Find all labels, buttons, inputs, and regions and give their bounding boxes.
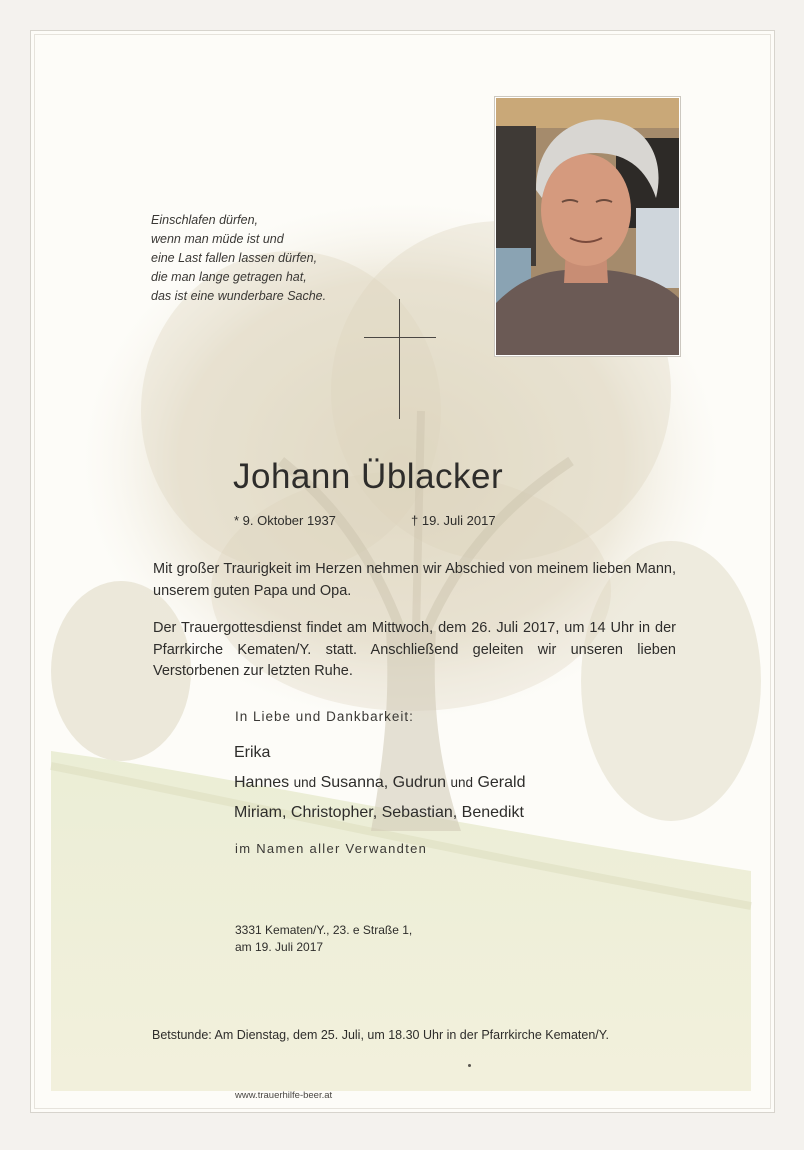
prayer-notice: Betstunde: Am Dienstag, dem 25. Juli, um 18.30 Uhr in der Pfarrkirche Kematen/Y.	[152, 1028, 609, 1042]
poem	[151, 211, 391, 306]
conjunction: und	[293, 775, 317, 790]
address-date: am 19. Juli 2017	[235, 940, 324, 954]
mourner-name: Gerald	[477, 774, 526, 791]
mourner-name: Hannes	[234, 774, 290, 791]
mourner-line: Miriam, Christopher, Sebastian, Benedikt	[234, 804, 524, 821]
portrait-photo	[495, 97, 680, 356]
poem-line: das ist eine wunderbare Sache.	[151, 289, 327, 303]
address-line: 3331 Kematen/Y., 23. e Straße 1,	[235, 923, 413, 937]
portrait-image	[496, 98, 679, 355]
life-dates	[234, 513, 496, 528]
obituary-card	[30, 30, 775, 1113]
conjunction: und	[450, 775, 473, 790]
relatives-note: im Namen aller Verwandten	[235, 841, 428, 856]
poem-line: Einschlafen dürfen,	[151, 213, 259, 227]
deceased-name: Johann Üblacker	[233, 457, 504, 496]
mourner-line: Erika	[234, 744, 271, 761]
address-block	[235, 922, 412, 956]
farewell-paragraph: Mit großer Traurigkeit im Herzen nehmen wir Abschied von meinem lieben Mann, unserem guten Papa und Opa.	[153, 561, 676, 599]
birth-date: * 9. Oktober 1937	[234, 513, 336, 528]
gratitude-intro: In Liebe und Dankbarkeit:	[235, 709, 414, 724]
death-date: † 19. Juli 2017	[411, 513, 496, 528]
cross-icon	[364, 299, 436, 419]
website-link[interactable]: www.trauerhilfe-beer.at	[235, 1090, 333, 1101]
service-paragraph: Der Trauergottesdienst findet am Mittwoch, dem 26. Juli 2017, um 14 Uhr in der Pfarrkirche Kematen/Y. statt. Anschließend geleiten wir unseren lieben Verstorbenen zur letzten Ruhe.	[153, 620, 676, 679]
poem-line: die man lange getragen hat,	[151, 270, 307, 284]
poem-line: eine Last fallen lassen dürfen,	[151, 251, 318, 265]
dot-mark	[468, 1064, 471, 1067]
mourner-name: Susanna, Gudrun	[320, 774, 447, 791]
poem-line: wenn man müde ist und	[151, 232, 284, 246]
mourner-line	[234, 774, 525, 792]
